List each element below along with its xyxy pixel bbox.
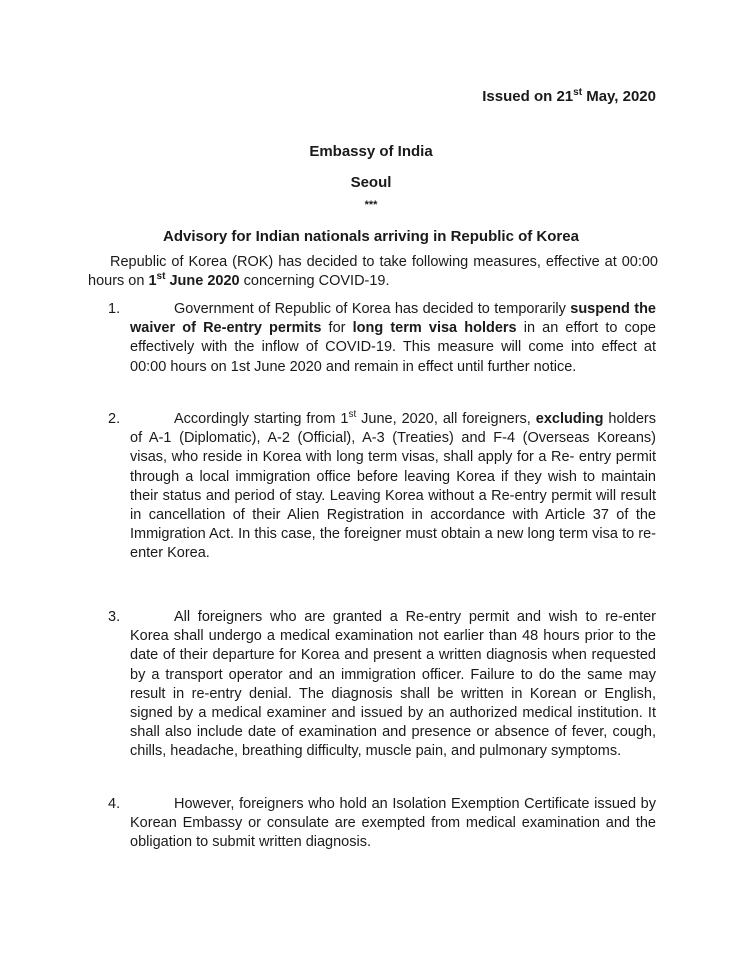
list-item [130,410,656,564]
item-text: However, foreigners who hold an Isolation Exemption Certificate issued by Korean Embassy or consulate are exempted from medical examination and the obligation to submit written diagnosis. [130,796,656,851]
item-bold-text: long term visa holders [352,320,517,337]
item-text: Government of Republic of Korea has decided to temporarily [174,301,571,317]
intro-date-rest: June 2020 [165,273,240,289]
item-text: holders of A-1 (Diplomatic), A-2 (Official), A-3 (Treaties) and F-4 (Overseas Koreans) visas, who reside in Korea with long term visas, shall apply for a Re- entry permit through a local immigration office before leaving Korea if they wish to maintain their status and period of stay. Leaving Korea without a Re-entry permit will result in cancellation of their Alien Registration in accordance with Article 37 of the Immigration Act. In this case, the foreigner must obtain a new long term visa to re-enter Korea. [130,411,656,562]
item-text: June, 2020, all foreigners, [356,411,536,427]
item-text: for [321,320,353,337]
item-number: 1. [108,301,121,317]
item-number: 3. [108,609,121,625]
separator-stars: *** [364,199,378,211]
item-number: 2. [108,411,121,427]
item-bold-text: excluding [535,411,604,427]
item-text: in an effort to cope effectively with the inflow of COVID-19. This measure will come into effect at 00:00 hours on 1st June 2020 and remain in effect until further notice. [130,320,656,375]
item-number: 4. [108,796,121,812]
item-text: Accordingly starting from 1 [174,411,349,427]
embassy-name: Embassy of India [309,143,433,160]
list-item [130,300,656,377]
intro-date-ordinal: st [156,271,166,283]
issue-date-prefix: Issued on 21 [482,88,574,105]
embassy-city: Seoul [350,174,392,191]
item-bold-text: suspend the waiver of Re-entry permits [130,301,656,337]
intro-text-a: Republic of Korea (ROK) has decided to take following measures, effective at 00:00 hours on [88,254,658,289]
list-item [130,608,656,762]
list-item [130,795,656,853]
intro-date-day: 1 [148,273,157,289]
issue-date [482,88,656,105]
issue-date-suffix: May, 2020 [582,88,656,105]
intro-text-b: concerning COVID-19. [239,273,390,289]
advisory-title: Advisory for Indian nationals arriving in Republic of Korea [163,228,579,245]
item-ordinal: st [348,409,357,421]
intro-paragraph [88,253,658,291]
issue-date-ordinal: st [573,87,583,98]
item-text: All foreigners who are granted a Re-entry permit and wish to re-enter Korea shall undergo a medical examination not earlier than 48 hours prior to the date of their departure for Korea and present a written diagnosis when requested by a transport operator and an immigration officer. Failure to do the same may result in re-entry denial. The diagnosis shall be written in Korean or English, signed by a medical examiner and issued by an authorized medical institution. It shall also include date of examination and presence or absence of fever, cough, chills, headache, breathing difficulty, muscle pain, and pulmonary symptoms. [130,609,656,760]
